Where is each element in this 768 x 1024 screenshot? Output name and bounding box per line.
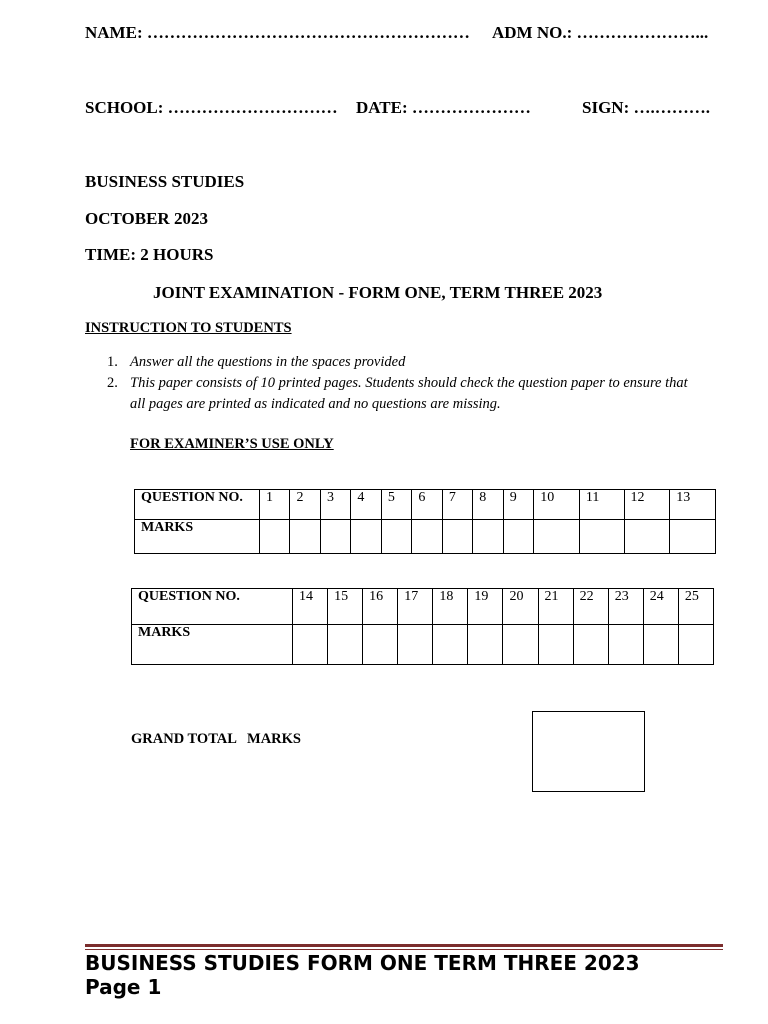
instruction-text-continued: all pages are printed as indicated and no questions are missing.: [130, 396, 501, 412]
marks-cell[interactable]: [538, 625, 573, 665]
question-number: 16: [363, 589, 398, 625]
marks-cell[interactable]: [608, 625, 643, 665]
marks-table-1: [134, 489, 716, 554]
marks-row: [132, 625, 714, 665]
footer-rule-thick: [85, 944, 723, 947]
question-number: 5: [381, 490, 411, 520]
question-no-label: QUESTION NO.: [132, 589, 293, 625]
school-field: SCHOOL: …………………………: [85, 98, 338, 117]
marks-cell[interactable]: [442, 520, 472, 554]
question-number: 9: [503, 490, 533, 520]
marks-cell[interactable]: [624, 520, 670, 554]
marks-cell[interactable]: [381, 520, 411, 554]
exam-time: TIME: 2 HOURS: [85, 245, 214, 264]
instruction-text: This paper consists of 10 printed pages. Students should check the question paper to ensure that: [130, 375, 688, 391]
footer-page-number: Page 1: [85, 975, 162, 999]
marks-cell[interactable]: [503, 520, 533, 554]
marks-cell[interactable]: [328, 625, 363, 665]
marks-cell[interactable]: [351, 520, 381, 554]
sign-field: SIGN: ….……….: [582, 98, 710, 117]
marks-cell[interactable]: [433, 625, 468, 665]
marks-cell[interactable]: [260, 520, 290, 554]
question-number: 22: [573, 589, 608, 625]
footer-rule-thin: [85, 949, 723, 950]
question-number: 7: [442, 490, 472, 520]
marks-label: MARKS: [135, 520, 260, 554]
question-number: 14: [293, 589, 328, 625]
question-number: 20: [503, 589, 538, 625]
list-number: 1.: [107, 354, 118, 370]
question-number: 4: [351, 490, 381, 520]
marks-table-2: [131, 588, 714, 665]
grand-total-box[interactable]: [532, 711, 645, 792]
marks-cell[interactable]: [468, 625, 503, 665]
marks-cell[interactable]: [573, 625, 608, 665]
question-number: 3: [320, 490, 350, 520]
subject-heading: BUSINESS STUDIES: [85, 172, 245, 191]
question-number: 1: [260, 490, 290, 520]
question-number: 19: [468, 589, 503, 625]
question-number: 10: [534, 490, 580, 520]
exam-month: OCTOBER 2023: [85, 209, 208, 228]
marks-cell[interactable]: [320, 520, 350, 554]
marks-cell[interactable]: [473, 520, 503, 554]
date-field: DATE: …………………: [356, 98, 531, 117]
question-number: 11: [579, 490, 624, 520]
marks-cell[interactable]: [579, 520, 624, 554]
question-number: 13: [670, 490, 716, 520]
examiner-heading: FOR EXAMINER’S USE ONLY: [130, 436, 334, 452]
marks-cell[interactable]: [534, 520, 580, 554]
question-number: 8: [473, 490, 503, 520]
question-number: 21: [538, 589, 573, 625]
marks-cell[interactable]: [678, 625, 713, 665]
question-number: 15: [328, 589, 363, 625]
footer-title: BUSINESS STUDIES FORM ONE TERM THREE 2023: [85, 951, 640, 975]
marks-cell[interactable]: [412, 520, 442, 554]
question-number: 23: [608, 589, 643, 625]
marks-cell[interactable]: [643, 625, 678, 665]
marks-row: [135, 520, 716, 554]
instructions-heading: INSTRUCTION TO STUDENTS: [85, 320, 292, 336]
grand-total-label: GRAND TOTAL MARKS: [131, 731, 301, 747]
instruction-text: Answer all the questions in the spaces provided: [130, 354, 406, 370]
question-number: 17: [398, 589, 433, 625]
marks-label: MARKS: [132, 625, 293, 665]
marks-cell[interactable]: [670, 520, 716, 554]
exam-title: JOINT EXAMINATION - FORM ONE, TERM THREE 2023: [153, 283, 603, 302]
page-footer: [85, 951, 640, 999]
question-number: 24: [643, 589, 678, 625]
marks-cell[interactable]: [290, 520, 320, 554]
marks-cell[interactable]: [503, 625, 538, 665]
list-number: 2.: [107, 375, 118, 391]
question-row: [132, 589, 714, 625]
marks-cell[interactable]: [398, 625, 433, 665]
question-number: 12: [624, 490, 670, 520]
adm-no-field: ADM NO.: …………………...: [492, 23, 709, 42]
question-number: 18: [433, 589, 468, 625]
name-field: NAME: …………………………………………………: [85, 23, 470, 42]
question-row: [135, 490, 716, 520]
question-number: 6: [412, 490, 442, 520]
marks-cell[interactable]: [293, 625, 328, 665]
question-number: 25: [678, 589, 713, 625]
question-no-label: QUESTION NO.: [135, 490, 260, 520]
question-number: 2: [290, 490, 320, 520]
marks-cell[interactable]: [363, 625, 398, 665]
